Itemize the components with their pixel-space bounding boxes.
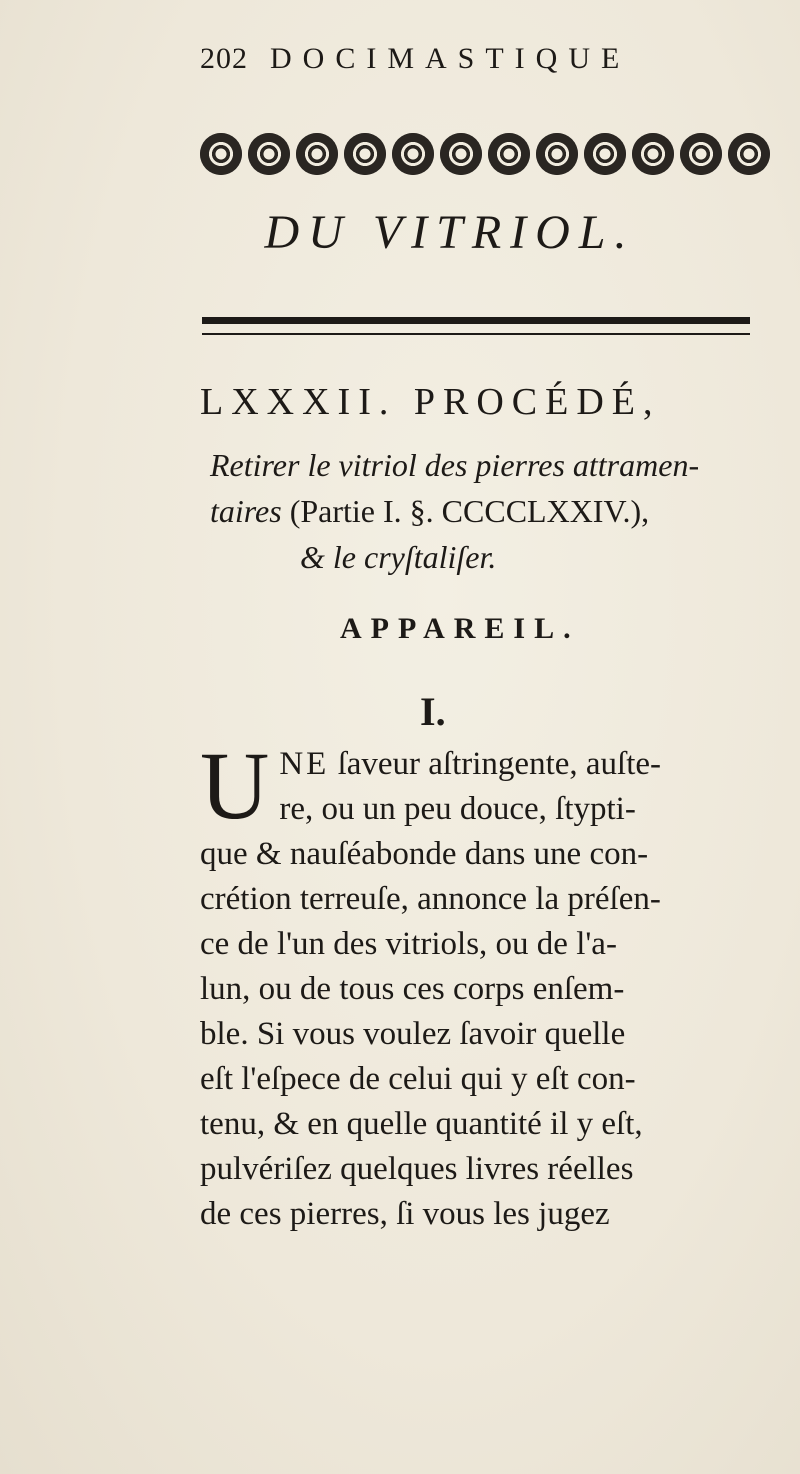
fleuron-icon [584,133,626,175]
fleuron-icon [392,133,434,175]
fleuron-icon [248,133,290,175]
body-paragraph [200,732,768,1237]
body-line-6: lun, ou de tous ces corps enſem- [200,971,625,1007]
drop-cap: U [200,732,270,839]
fleuron-icon [632,133,674,175]
fleuron-icon [296,133,338,175]
subtitle-line-2-italic: taires [210,493,282,529]
running-title: DOCIMASTIQUE [270,42,631,75]
body-line-8: eſt l'eſpece de celui qui y eſt con- [200,1061,636,1097]
procedure-subtitle [210,442,770,580]
apparatus-heading: APPAREIL. [340,612,580,645]
body-line-7: ble. Si vous voulez ſavoir quelle [200,1016,626,1052]
subtitle-line-3: & le cryſtaliſer. [300,539,497,575]
body-line-4: crétion terreuſe, annonce la préſen- [200,881,661,917]
body-line-11: de ces pierres, ſi vous les jugez [200,1196,610,1232]
page-number: 202 [200,42,248,75]
first-line-rest: ſaveur aſtringente, auſte- [329,746,662,782]
running-head [200,42,700,92]
heading-rule-thick [202,317,750,324]
subtitle-line-2-roman: (Partie I. §. CCCCLXXIV.), [281,493,650,529]
fleuron-icon [728,133,770,175]
body-line-10: pulvériſez quelques livres réelles [200,1151,634,1187]
subtitle-line-1: Retirer le vitriol des pierres attramen- [210,447,700,483]
fleuron-icon [536,133,578,175]
body-line-5: ce de l'un des vitriols, ou de l'a- [200,926,617,962]
fleuron-icon [488,133,530,175]
body-line-9: tenu, & en quelle quantité il y eſt, [200,1106,643,1142]
fleuron-icon [200,133,242,175]
fleuron-ornament-band [200,118,770,190]
section-title: DU VITRIOL. [264,206,636,259]
first-word-caps: NE [279,746,330,782]
apparatus-number: I. [420,689,446,734]
fleuron-icon [344,133,386,175]
heading-rule-thin [202,333,750,335]
body-line-1 [200,742,768,787]
body-line-3: que & nauſéabonde dans une con- [200,836,649,872]
fleuron-icon [440,133,482,175]
fleuron-icon [680,133,722,175]
procedure-heading: LXXXII. PROCÉDÉ, [200,381,661,423]
body-line-2: re, ou un peu douce, ſtypti- [279,791,636,827]
